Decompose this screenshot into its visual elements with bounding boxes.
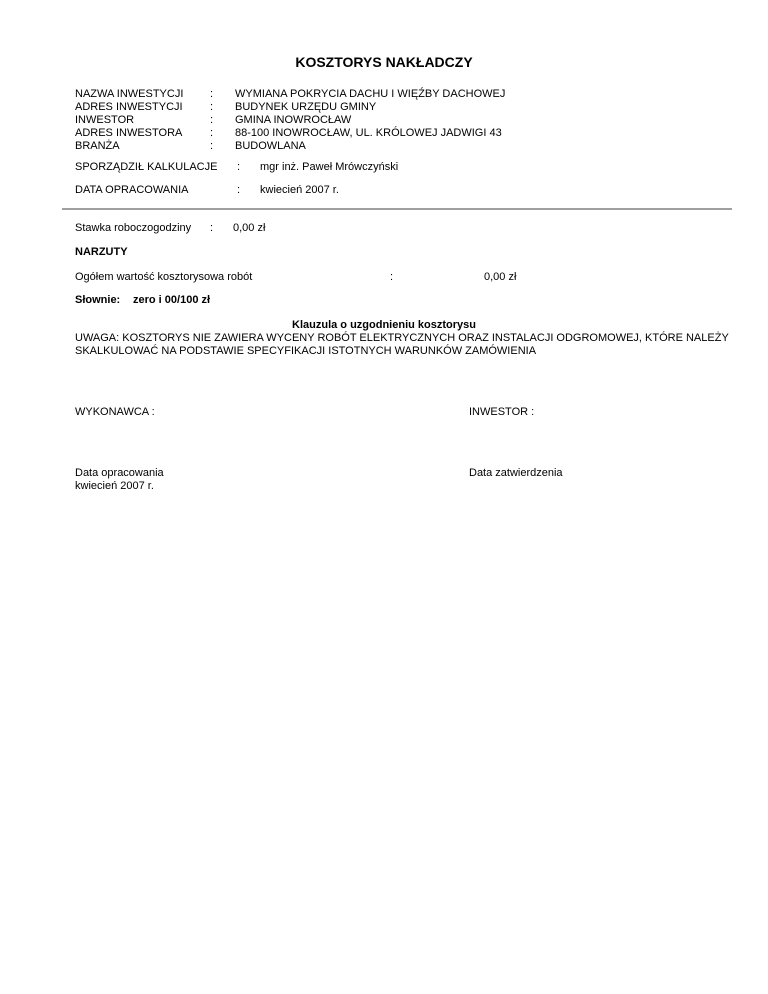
info-label-investor-address: ADRES INWESTORA bbox=[75, 127, 183, 139]
info-separator: : bbox=[210, 101, 214, 113]
info-value-branch: BUDOWLANA bbox=[235, 140, 306, 152]
in-words-value: zero i 00/100 zł bbox=[133, 294, 211, 306]
total-label: Ogółem wartość kosztorysowa robót bbox=[75, 271, 253, 283]
footer-prep-date-value: kwiecień 2007 r. bbox=[75, 480, 154, 492]
info-label-branch: BRANŻA bbox=[75, 140, 120, 152]
prepared-by-separator: : bbox=[237, 161, 241, 173]
info-value-investor: GMINA INOWROCŁAW bbox=[235, 114, 352, 126]
prepared-by-value: mgr inż. Paweł Mrówczyński bbox=[260, 161, 399, 173]
hourly-rate-label: Stawka roboczogodziny bbox=[75, 222, 192, 234]
info-value-investor-address: 88-100 INOWROCŁAW, UL. KRÓLOWEJ JADWIGI 43 bbox=[235, 127, 502, 139]
info-separator: : bbox=[210, 114, 214, 126]
prepared-by-label: SPORZĄDZIŁ KALKULACJE bbox=[75, 161, 218, 173]
footer-prep-date-label: Data opracowania bbox=[75, 467, 164, 479]
info-value-investment-name: WYMIANA POKRYCIA DACHU I WIĘŹBY DACHOWEJ bbox=[235, 88, 506, 100]
contractor-label: WYKONAWCA : bbox=[75, 406, 155, 418]
clause-title: Klauzula o uzgodnieniu kosztorysu bbox=[292, 319, 476, 331]
prep-date-separator: : bbox=[237, 184, 241, 196]
hourly-rate-separator: : bbox=[210, 222, 214, 234]
hourly-rate-value: 0,00 zł bbox=[233, 222, 266, 234]
info-value-investment-address: BUDYNEK URZĘDU GMINY bbox=[235, 101, 377, 113]
total-value: 0,00 zł bbox=[484, 271, 517, 283]
info-separator: : bbox=[210, 127, 214, 139]
prep-date-label: DATA OPRACOWANIA bbox=[75, 184, 189, 196]
surcharges-heading: NARZUTY bbox=[75, 246, 128, 258]
approval-date-label: Data zatwierdzenia bbox=[469, 467, 563, 479]
info-separator: : bbox=[210, 140, 214, 152]
total-separator: : bbox=[390, 271, 394, 283]
document-title: KOSZTORYS NAKŁADCZY bbox=[295, 54, 473, 70]
info-separator: : bbox=[210, 88, 214, 100]
info-label-investment-name: NAZWA INWESTYCJI bbox=[75, 88, 184, 100]
clause-warning-text: UWAGA: KOSZTORYS NIE ZAWIERA WYCENY ROBÓT ELEKTRYCZNYCH ORAZ INSTALACJI ODGROMOWEJ, KTÓRE NALEŻY SKALKULOWAĆ NA PODSTAWIE SPECYFIKACJI ISTOTNYCH WARUNKÓW ZAMÓWIENIA bbox=[75, 332, 729, 357]
divider bbox=[62, 208, 732, 210]
info-label-investment-address: ADRES INWESTYCJI bbox=[75, 101, 183, 113]
info-label-investor: INWESTOR bbox=[75, 114, 135, 126]
prep-date-value: kwiecień 2007 r. bbox=[260, 184, 339, 196]
investor-signature-label: INWESTOR : bbox=[469, 406, 535, 418]
in-words-label: Słownie: bbox=[75, 294, 121, 306]
